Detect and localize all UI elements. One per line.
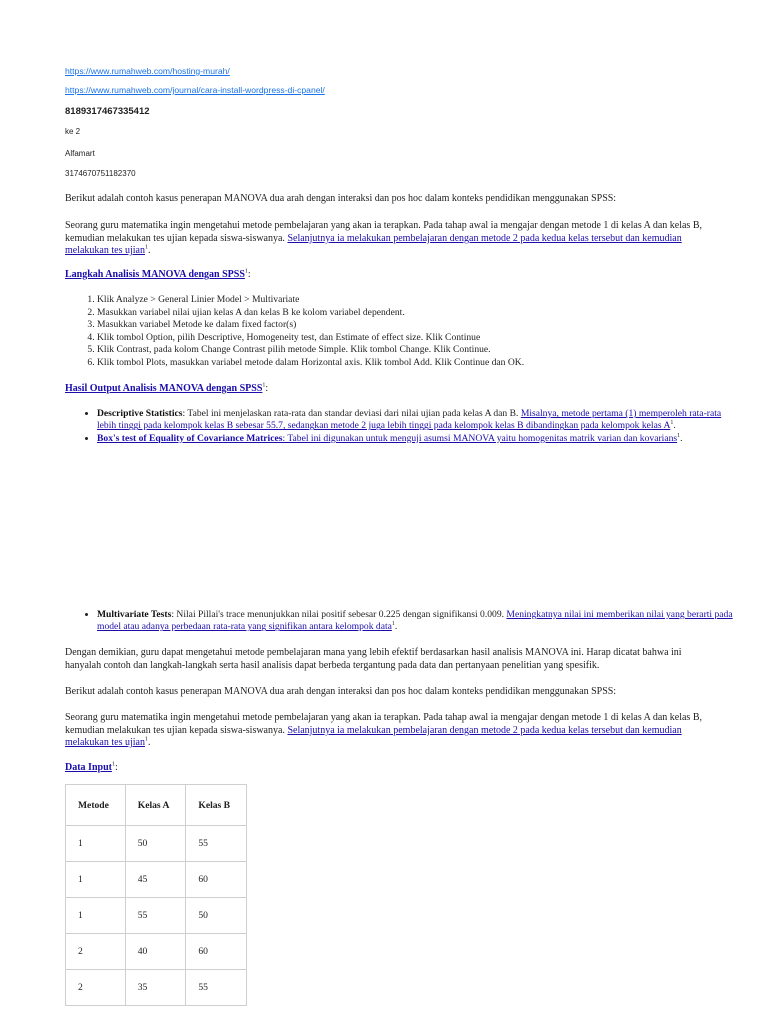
step-item: 1. Klik Analyze > General Linier Model > Multivariate bbox=[97, 294, 737, 307]
cell-metode: 1 bbox=[66, 826, 126, 862]
table-row bbox=[66, 898, 247, 934]
output-list-1 bbox=[65, 408, 737, 445]
cell-metode: 1 bbox=[66, 898, 126, 934]
number-2: 3174670751182370 bbox=[65, 169, 136, 178]
citation[interactable]: 1 bbox=[262, 382, 266, 389]
data-input-table bbox=[65, 784, 247, 1006]
cell-metode: 2 bbox=[66, 970, 126, 1006]
conclusion-paragraph: Dengan demikian, guru dapat mengetahui metode pembelajaran mana yang lebih efektif berdasarkan hasil analisis MANOVA ini. Harap dicatat bahwa ini hanyalah contoh dan langkah-langkah serta hasil analisis dapat berbeda tergantung pada data dan pertanyaan penelitian yang spesifik. bbox=[65, 647, 682, 671]
case-link[interactable]: Selanjutnya ia melakukan pembelajaran dengan metode 2 pada kedua kelas tersebut dan kemudian melakukan tes ujian bbox=[65, 724, 682, 749]
table-row bbox=[66, 934, 247, 970]
store-name: Alfamart bbox=[65, 149, 95, 158]
bullet-term-link[interactable]: Box's test of Equality of Covariance Matrices bbox=[97, 432, 283, 444]
bullet-term: Multivariate Tests bbox=[97, 609, 172, 620]
table-row bbox=[66, 826, 247, 862]
bullet-text: : Tabel ini menjelaskan rata-rata dan standar deviasi dari nilai ujian pada kelas A dan B. bbox=[182, 408, 521, 419]
cell-kelas-b: 50 bbox=[186, 898, 247, 934]
case-paragraph-2: Seorang guru matematika ingin mengetahui metode pembelajaran yang akan ia terapkan. Pada tahap awal ia mengajar dengan metode 1 di kelas A dan kelas B, kemudian melakukan tes ujian kepada siswa-siswanya. Selanjutnya ia melakukan pembelajaran dengan metode 2 pada kedua kelas tersebut dan kemudian melakukan tes ujian$^1$. bbox=[65, 712, 702, 749]
table-row bbox=[66, 970, 247, 1006]
number-1: 8189317467335412 bbox=[65, 106, 150, 117]
header-metode: Metode bbox=[66, 785, 126, 826]
cell-kelas-b: 55 bbox=[186, 826, 247, 862]
citation[interactable]: 1 bbox=[391, 621, 395, 628]
cell-kelas-a: 55 bbox=[125, 898, 186, 934]
step-item: 5. Klik Contrast, pada kolom Change Contrast pilih metode Simple. Klik tombol Change. Klik Continue. bbox=[97, 344, 737, 357]
cell-kelas-a: 50 bbox=[125, 826, 186, 862]
cell-kelas-b: 60 bbox=[186, 862, 247, 898]
bullet-multivariate-tests: • Multivariate Tests: Nilai Pillai's trace menunjukkan nilai positif sebesar 0.225 dengan signifikansi 0.009. Meningkatnya nilai ini memberikan nilai yang berarti pada model atau adanya perbedaan rata-rata yang signifikan antara kelompok data$^1$. bbox=[97, 609, 737, 634]
header-kelas-a: Kelas A bbox=[125, 785, 186, 826]
bullet-link[interactable]: Meningkatnya nilai ini memberikan nilai yang berarti pada model atau adanya perbedaan rata-rata yang signifikan antara kelompok data bbox=[97, 609, 733, 633]
step-item: 4. Klik tombol Option, pilih Descriptive, Homogeneity test, dan Estimate of effect size. Klik Continue bbox=[97, 332, 737, 345]
output-heading-para: Hasil Output Analisis MANOVA dengan SPSS$^1$: bbox=[65, 382, 269, 394]
citation[interactable]: 1 bbox=[144, 244, 148, 251]
output-list-2 bbox=[65, 609, 737, 634]
case-paragraph-1: Seorang guru matematika ingin mengetahui metode pembelajaran yang akan ia terapkan. Pada tahap awal ia mengajar dengan metode 1 di kelas A dan kelas B, kemudian melakukan tes ujian kepada siswa-siswanya. Selanjutnya ia melakukan pembelajaran dengan metode 2 pada kedua kelas tersebut dan kemudian melakukan tes ujian$^1$. bbox=[65, 220, 702, 257]
steps-heading-para: Langkah Analisis MANOVA dengan SPSS$^1$: bbox=[65, 268, 251, 280]
ke-label: ke 2 bbox=[65, 127, 81, 136]
cell-kelas-b: 55 bbox=[186, 970, 247, 1006]
table-header-row bbox=[66, 785, 247, 826]
bullet-term: Descriptive Statistics bbox=[97, 408, 183, 419]
step-item: 2. Masukkan variabel nilai ujian kelas A dan kelas B ke kolom variabel dependent. bbox=[97, 307, 737, 320]
link-hosting-murah[interactable]: https://www.rumahweb.com/hosting-murah/ bbox=[65, 66, 230, 76]
cell-kelas-a: 35 bbox=[125, 970, 186, 1006]
cell-kelas-a: 45 bbox=[125, 862, 186, 898]
intro-paragraph-1: Berikut adalah contoh kasus penerapan MANOVA dua arah dengan interaksi dan pos hoc dalam konteks pendidikan menggunakan SPSS: bbox=[65, 193, 617, 204]
cell-metode: 1 bbox=[66, 862, 126, 898]
step-item: 6. Klik tombol Plots, masukkan variabel metode dalam Horizontal axis. Klik tombol Add. Klik Continue dan OK. bbox=[97, 357, 737, 370]
citation[interactable]: 1 bbox=[677, 432, 681, 439]
citation[interactable]: 1 bbox=[670, 420, 674, 427]
step-item: 3. Masukkan variabel Metode ke dalam fixed factor(s) bbox=[97, 319, 737, 332]
case-text: Seorang guru matematika ingin mengetahui metode pembelajaran yang akan ia terapkan. Pada tahap awal ia mengajar dengan metode 1 di kelas A dan kelas B, kemudian melakukan tes ujian kepada siswa-siswanya. bbox=[65, 712, 702, 736]
link-install-wordpress[interactable]: https://www.rumahweb.com/journal/cara-install-wordpress-di-cpanel/ bbox=[65, 85, 325, 95]
data-heading-para: Data Input$^1$: bbox=[65, 761, 118, 773]
cell-kelas-a: 40 bbox=[125, 934, 186, 970]
steps-heading[interactable]: Langkah Analisis MANOVA dengan SPSS bbox=[65, 269, 245, 280]
cell-kelas-b: 60 bbox=[186, 934, 247, 970]
bullet-link[interactable]: Misalnya, metode pertama (1) memperoleh rata-rata lebih tinggi pada kelompok kelas B sebesar 55.7, sedangkan metode 2 juga lebih tinggi pada kelompok kelas B dibandingkan pada kelompok kelas A bbox=[97, 408, 722, 432]
header-kelas-b: Kelas B bbox=[186, 785, 247, 826]
intro-paragraph-2: Berikut adalah contoh kasus penerapan MANOVA dua arah dengan interaksi dan pos hoc dalam konteks pendidikan menggunakan SPSS: bbox=[65, 686, 617, 697]
data-input-heading[interactable]: Data Input bbox=[65, 762, 112, 773]
table-row bbox=[66, 862, 247, 898]
citation[interactable]: 1 bbox=[111, 761, 115, 768]
case-text: Seorang guru matematika ingin mengetahui metode pembelajaran yang akan ia terapkan. Pada tahap awal ia mengajar dengan metode 1 di kelas A dan kelas B, kemudian melakukan tes ujian kepada siswa-siswanya. bbox=[65, 220, 702, 244]
steps-list bbox=[65, 294, 737, 370]
bullet-link[interactable]: : Tabel ini digunakan untuk menguji asumsi MANOVA yaitu homogenitas matrik varian dan kovarians bbox=[282, 432, 678, 444]
output-heading[interactable]: Hasil Output Analisis MANOVA dengan SPSS bbox=[65, 383, 263, 394]
bullet-descriptive-statistics: • Descriptive Statistics: Tabel ini menjelaskan rata-rata dan standar deviasi dari nilai ujian pada kelas A dan B. Misalnya, metode pertama (1) memperoleh rata-rata lebih tinggi pada kelompok kelas B sebesar 55.7, sedangkan metode 2 juga lebih tinggi pada kelompok kelas B dibandingkan pada kelompok kelas $A^1$. bbox=[97, 408, 737, 433]
case-link[interactable]: Selanjutnya ia melakukan pembelajaran dengan metode 2 pada kedua kelas tersebut dan kemudian melakukan tes ujian bbox=[65, 232, 682, 257]
cell-metode: 2 bbox=[66, 934, 126, 970]
citation[interactable]: 1 bbox=[244, 268, 248, 275]
bullet-text: : Nilai Pillai's trace menunjukkan nilai positif sebesar 0.225 dengan signifikansi 0.009. bbox=[171, 609, 507, 620]
citation[interactable]: 1 bbox=[144, 736, 148, 743]
bullet-box-test: • Box's test of Equality of Covariance Matrices: Tabel ini digunakan untuk menguji asumsi MANOVA yaitu homogenitas matrik varian dan kovarians$^1$. bbox=[97, 433, 737, 445]
